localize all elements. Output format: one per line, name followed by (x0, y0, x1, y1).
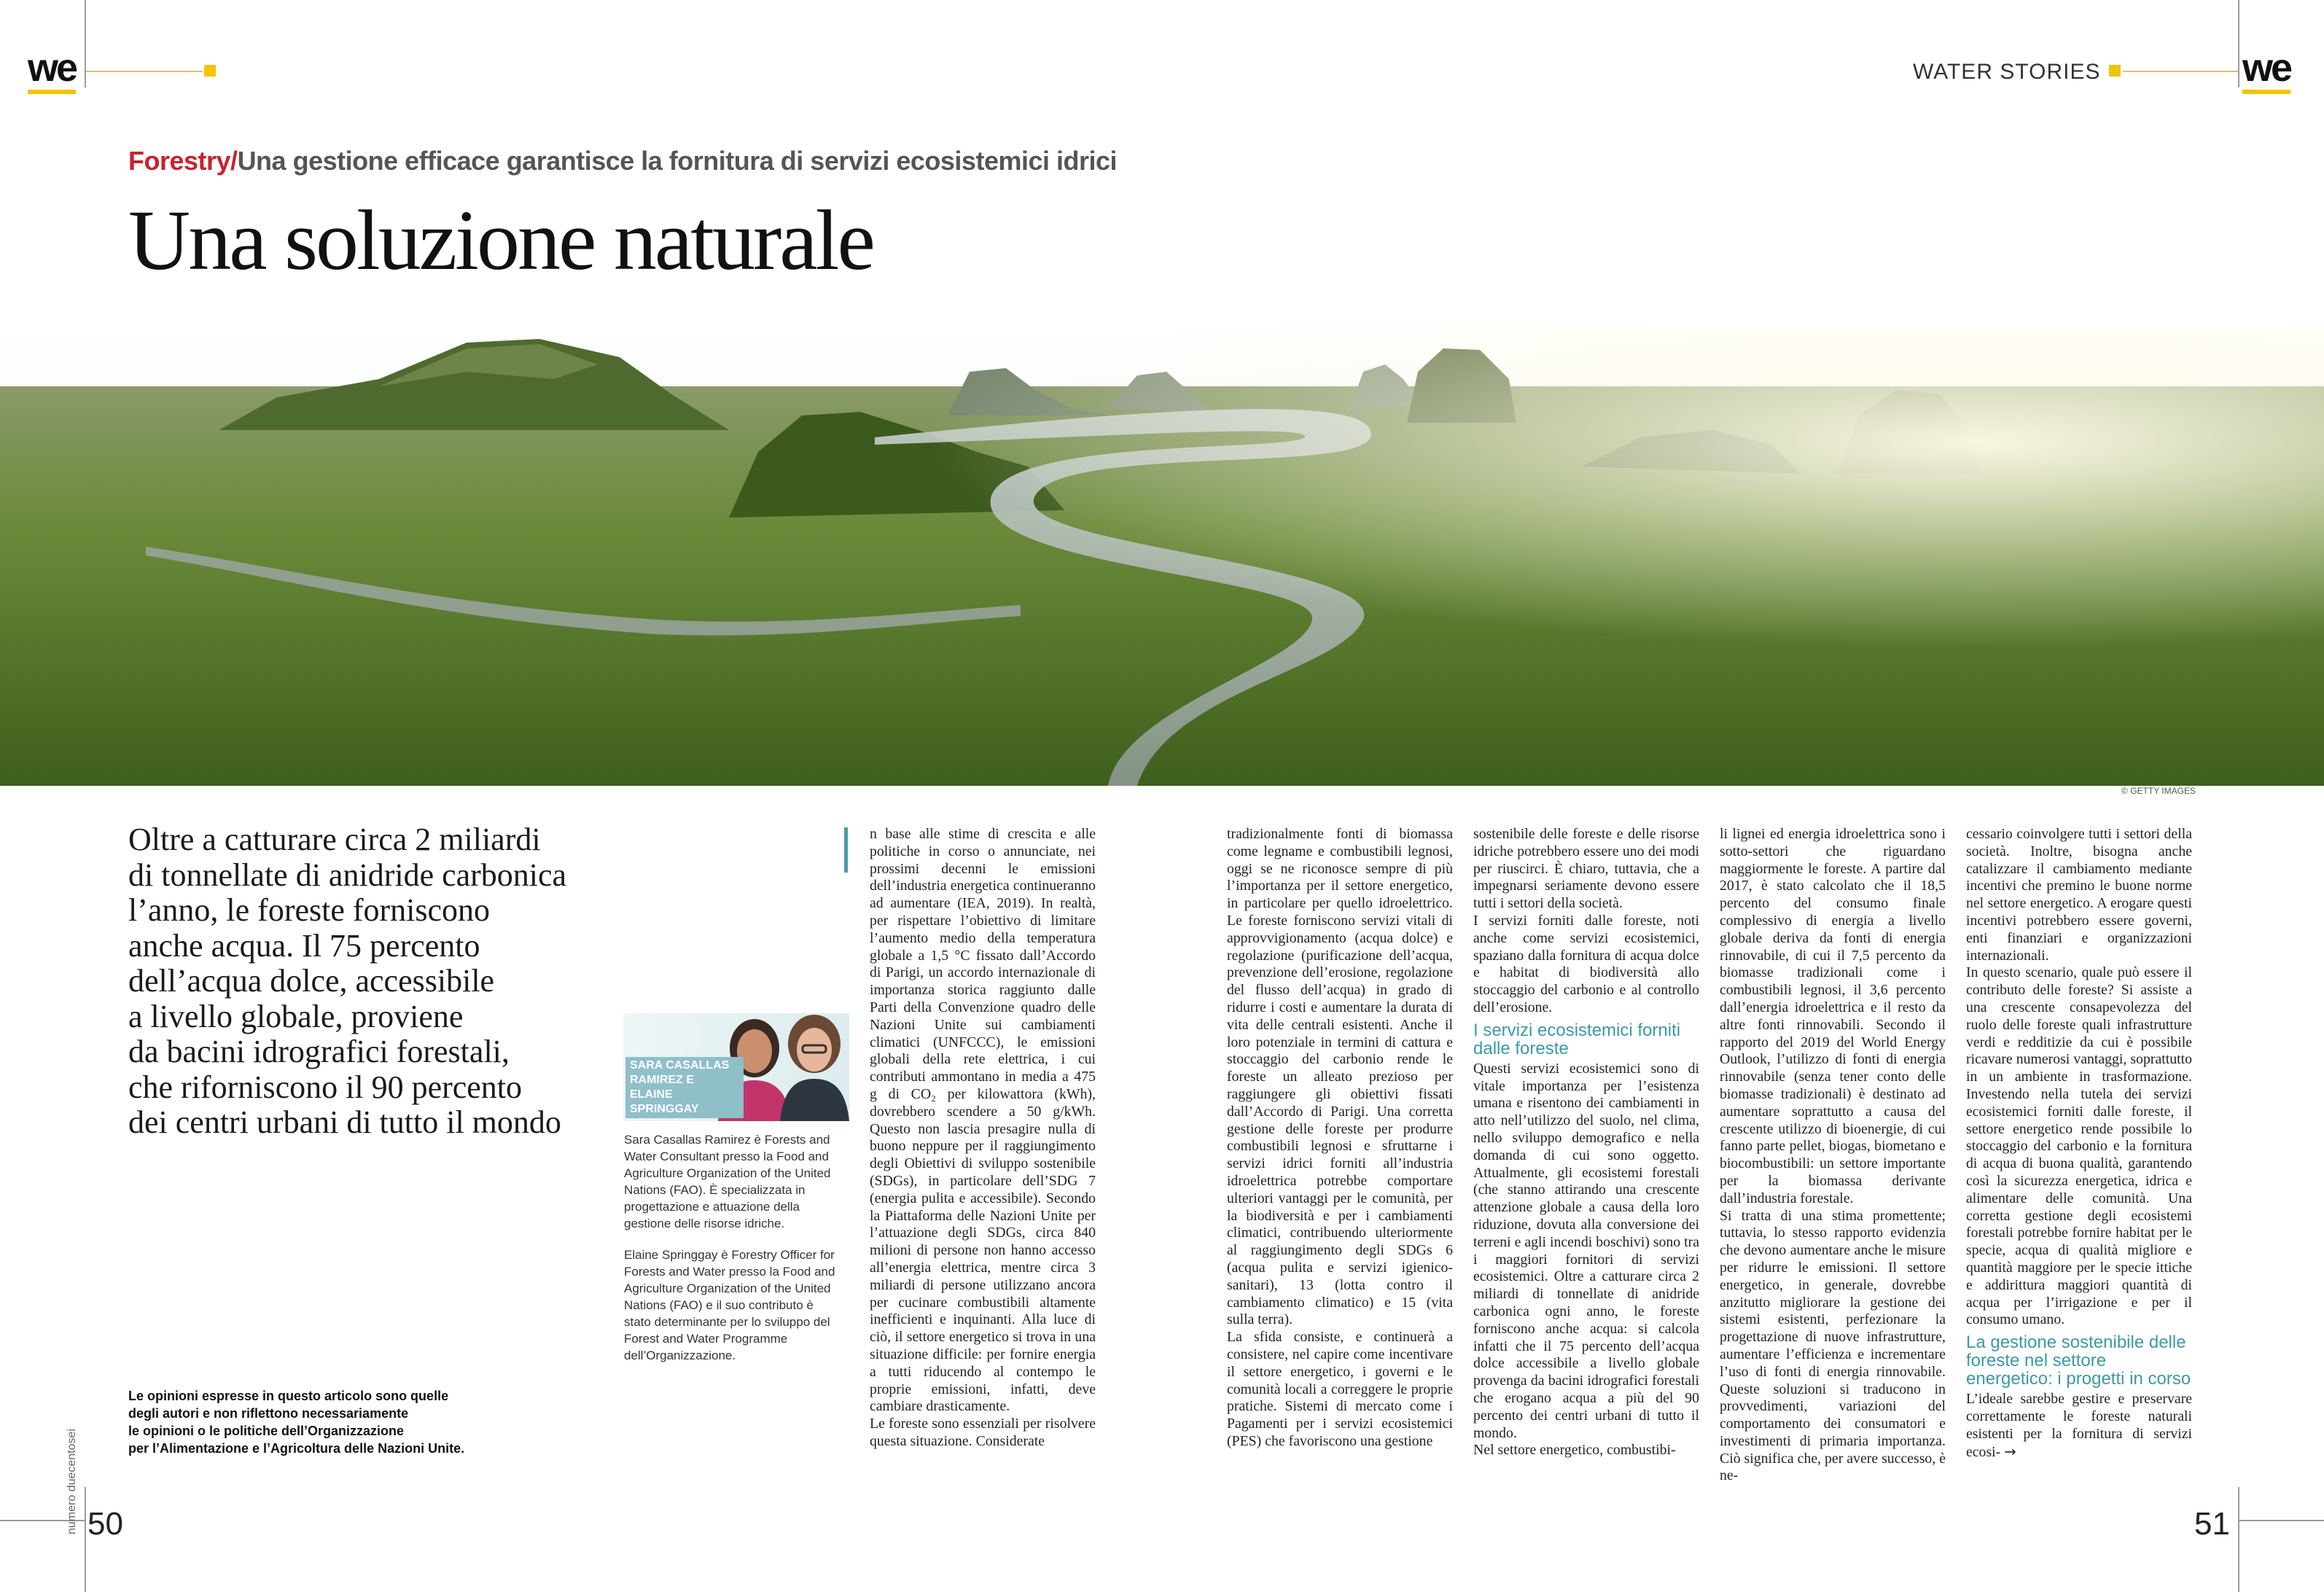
body-column-1 (870, 826, 1096, 1451)
body-paragraph: tradizionalmente fonti di biomassa come legname e combustibili legnosi, oggi se ne riconosce sempre di più l’importanza per il settore energetico, in particolare per quello idroelettrico. Le foreste forniscono servizi vitali di approvvigionamento (acqua dolce) e regolazione (purificazione dell’acqua, prevenzione dell’erosione, regolazione del flusso dell’acqua) in grado di ridurre i costi e aumentare la durata di vita delle centrali esistenti. Anche il loro potenziale in termini di cattura e stoccaggio del carbonio rende le foreste un alleato prezioso per raggiungere gli obiettivi fissati dall’Accordo di Parigi. Una corretta gestione delle foreste per produrre combustibili legnosi e sfruttarne i servizi idrici forniti all’industria idroelettrica potrebbe comportare ulteriori vantaggi per le comunità, per la biodiversità e per i cambiamenti climatici, contribuendo ulteriormente al raggiungimento degli SDGs 6 (acqua pulita e servizi igienico-sanitari), 13 (lotta contro il cambiamento climatico) e 15 (vita sulla terra). (1227, 826, 1453, 1328)
page-number-left: 50 (87, 1506, 123, 1542)
kicker-text: Una gestione efficace garantisce la fornitura di servizi ecosistemici idrici (237, 146, 1118, 176)
body-column-3 (1473, 826, 1699, 1459)
footer-crop-mark-left (85, 1487, 86, 1592)
body-paragraph: cessario coinvolgere tutti i settori della società. Inoltre, bisogna anche catalizzare il cambiamento mediante incentivi che premino le buone norme nel settore energetico. A erogare questi incentivi potrebbero essere governi, enti finanziari e organizzazioni internazionali. (1966, 826, 2192, 964)
body-text: L’ideale sarebbe gestire e preservare correttamente le foreste naturali esistenti per la fornitura di servizi ecosi- (1966, 1391, 2192, 1460)
article-kicker (128, 146, 1117, 176)
body-column-2 (1227, 826, 1453, 1451)
disclaimer (128, 1387, 493, 1457)
continue-arrow-icon: → (2004, 1443, 2016, 1460)
issue-label: numero duecentosei (66, 1429, 78, 1534)
body-column-5 (1966, 826, 2192, 1461)
disclaimer-line: le opinioni o le politiche dell’Organizzazione (128, 1424, 405, 1438)
page-number-right: 51 (2194, 1506, 2230, 1542)
lead-paragraph (128, 822, 609, 1141)
hero-photo-mangrove-landscape (0, 328, 2324, 786)
disclaimer-line: per l’Alimentazione e l’Agricoltura delle Nazioni Unite. (128, 1441, 465, 1456)
body-paragraph: Nel settore energetico, combustibi- (1473, 1442, 1676, 1459)
body-paragraph: La sfida consiste, e continuerà a consistere, nel capire come incentivare il settore energetico, i governi e le comunità locali a correggere le proprie pratiche. Sistemi di mercato come i Pagamenti per i servizi ecosistemici (PES) che favoriscono una gestione (1227, 1329, 1453, 1449)
author-names-label: SARA CASALLAS RAMIREZ E ELAINE SPRINGGAY (625, 1057, 744, 1118)
lead-line: l’anno, le foreste forniscono (128, 892, 491, 928)
footer-crop-mark-right (2238, 1487, 2239, 1592)
body-paragraph: Le foreste sono essenziali per risolvere questa situazione. Considerate (870, 1416, 1096, 1449)
author-bio-2: Elaine Springgay è Forestry Officer for Forests and Water presso la Food and Agriculture Organization of the United Nations (FAO) e il suo contributo è stato determinante per lo sviluppo del Forest and Water Programme dell’Organizzazione. (624, 1248, 835, 1362)
header-accent-square-right (2109, 65, 2121, 77)
header-rule-left (86, 71, 203, 72)
crop-mark-left (85, 0, 86, 87)
logo-right: we (2242, 45, 2290, 90)
lead-line: dei centri urbani di tutto il mondo (128, 1104, 561, 1140)
body-paragraph: In questo scenario, quale può essere il contributo delle foreste? Si assiste a una crescente consapevolezza del ruolo delle foreste quali infrastrutture verdi e redditizie da cui è possibile ricavare numerosi vantaggi, soprattutto in un ambiente in trasformazione. Investendo nella tutela dei servizi ecosistemici forniti dalle foreste, il settore energetico rende possibile lo stoccaggio del carbonio e la fornitura di acqua di buona qualità, garantendo così la sicurezza energetica, idrica e alimentare delle comunità. Una corretta gestione degli ecosistemi forestali potrebbe fornire habitat per le specie, acqua di qualità migliore e quantità maggiore per le specie ittiche e addirittura maggiori quantità di acqua per l’irrigazione e per il consumo umano. (1966, 964, 2192, 1328)
lead-line: di tonnellate di anidride carbonica (128, 857, 567, 893)
photo-credit: © GETTY IMAGES (2121, 786, 2196, 796)
kicker-category: Forestry/ (128, 146, 238, 176)
subheading: La gestione sostenibile delle foreste nel settore energetico: i progetti in corso (1966, 1332, 2191, 1389)
footer-rule-right (2239, 1520, 2324, 1521)
lead-line: che riforniscono il 90 percento (128, 1069, 523, 1105)
disclaimer-line: degli autori e non riflettono necessariamente (128, 1406, 409, 1421)
lead-line: anche acqua. Il 75 percento (128, 927, 480, 964)
drop-marker (844, 827, 848, 873)
subheading: I servizi ecosistemici forniti dalle foreste (1473, 1020, 1681, 1058)
lead-line: a livello globale, proviene (128, 998, 464, 1034)
article-title: Una soluzione naturale (128, 192, 873, 288)
body-paragraph: Si tratta di una stima promettente; tuttavia, lo stesso rapporto evidenzia che devono aumentare anche le misure per ridurre le emissioni. Il settore energetico, in generale, dovrebbe anzitutto migliorare la gestione dei sistemi esistenti, perfezionare la progettazione di nuove infrastrutture, aumentare l’efficienza e incrementare l’uso di fonti di energia rinnovabile. Queste soluzioni si traducono in provvedimenti, variazioni del comportamento dei consumatori e investimenti di primaria importanza. Ciò significa che, per avere successo, è ne- (1720, 1207, 1946, 1484)
crop-mark-right (2238, 0, 2239, 87)
body-paragraph: I servizi forniti dalle foreste, noti anche come servizi ecosistemici, spaziano dalla fornitura di acqua dolce e habitat di biodiversità allo stoccaggio del carbonio e al controllo dell’erosione. (1473, 912, 1699, 1015)
body-paragraph (1966, 1391, 2192, 1461)
header-accent-square-left (204, 65, 216, 77)
body-paragraph: Questi servizi ecosistemici sono di vitale importanza per l’esistenza umana e risentono dei cambiamenti in atto nell’utilizzo del suolo, nel clima, nello sviluppo demografico e nella domanda di cui sono oggetto. Attualmente, gli ecosistemi forestali (che stanno attirando una crescente attenzione globale a causa della loro riduzione, dovuta alla conversione dei terreni e agli incendi boschivi) sono tra i maggiori fornitori di servizi ecosistemici. Oltre a catturare circa 2 miliardi di tonnellate di anidride carbonica ogni anno, le foreste forniscono anche acqua: si calcola infatti che il 75 percento dell’acqua dolce accessibile a livello globale provenga da bacini idrografici forestali che erogano acqua a più del 90 percento dei centri urbani di tutto il mondo. (1473, 1060, 1699, 1441)
lead-line: dell’acqua dolce, accessibile (128, 963, 495, 999)
author-bio-1: Sara Casallas Ramirez è Forests and Water Consultant presso la Food and Agriculture Organization of the United Nations (FAO). È specializzata in progettazione e attuazione della gestione delle risorse idriche. (624, 1133, 831, 1230)
lead-line: Oltre a catturare circa 2 miliardi (128, 822, 541, 857)
body-paragraph: sostenibile delle foreste e delle risorse idriche potrebbero essere uno dei modi per riuscirci. È chiaro, tuttavia, che a impegnarsi seriamente devono essere tutti i settori della società. (1473, 826, 1699, 912)
lead-line: da bacini idrografici forestali, (128, 1034, 510, 1069)
body-paragraph: n base alle stime di crescita e alle politiche in corso o annunciate, nei prossimi decenni le emissioni dell’industria energetica continueranno ad aumentare (IEA, 2019). In realtà, per rispettare l’obiettivo di limitare l’aumento medio della temperatura globale a 1,5 °C fissato dall’Accordo di Parigi, un accordo internazionale di importanza storica raggiunto dalle Parti della Convenzione quadro delle Nazioni Unite sui cambiamenti climatici (UNFCCC), le emissioni globali della rete elettrica, i cui contributi ammontano in media a 475 g di CO₂ per kilowattora (kWh), dovrebbero scendere a 50 g/kWh. Questo non lascia presagire nulla di buono neppure per il raggiungimento degli Obiettivi di sviluppo sostenibile (SDGs), in particolare dell’SDG 7 (energia pulita e accessibile). Secondo la Piattaforma delle Nazioni Unite per l’attuazione degli SDGs, circa 840 milioni di persone non hanno accesso all’energia elettrica, mentre circa 3 miliardi di persone utilizzano ancora per cucinare combustibili altamente inefficienti e inquinanti. Alla luce di ciò, il settore energetico si trova in una situazione difficile: per fornire energia a tutti riducendo al contempo le proprie emissioni, infatti, deve cambiare drasticamente. (870, 826, 1096, 1415)
logo-left: we (28, 45, 76, 90)
section-label: WATER STORIES (1913, 60, 2101, 84)
header-rule-right (2123, 71, 2239, 72)
body-paragraph: li lignei ed energia idroelettrica sono i sotto-settori che riguardano maggiormente le foreste. A partire dal 2017, è stato calcolato che il 18,5 percento del consumo finale complessivo di energia a livello globale deriva da fonti di energia rinnovabile, di cui il 7,5 percento da biomasse tradizionali come i combustibili legnosi, il 3,6 percento dall’energia idroelettrica e il resto da altre fonti rinnovabili. Secondo il rapporto del 2019 del World Energy Outlook, l’utilizzo di fonti di energia rinnovabile (senza tener conto delle biomasse tradizionali) è destinato ad aumentare soprattutto a causa del crescente utilizzo di bioenergie, di cui fanno parte pellet, biogas, biometano e biocombustibili: un settore importante per la biomassa derivante dall’industria forestale. (1720, 826, 1946, 1206)
disclaimer-line: Le opinioni espresse in questo articolo sono quelle (128, 1389, 449, 1403)
body-column-4 (1720, 826, 1946, 1485)
